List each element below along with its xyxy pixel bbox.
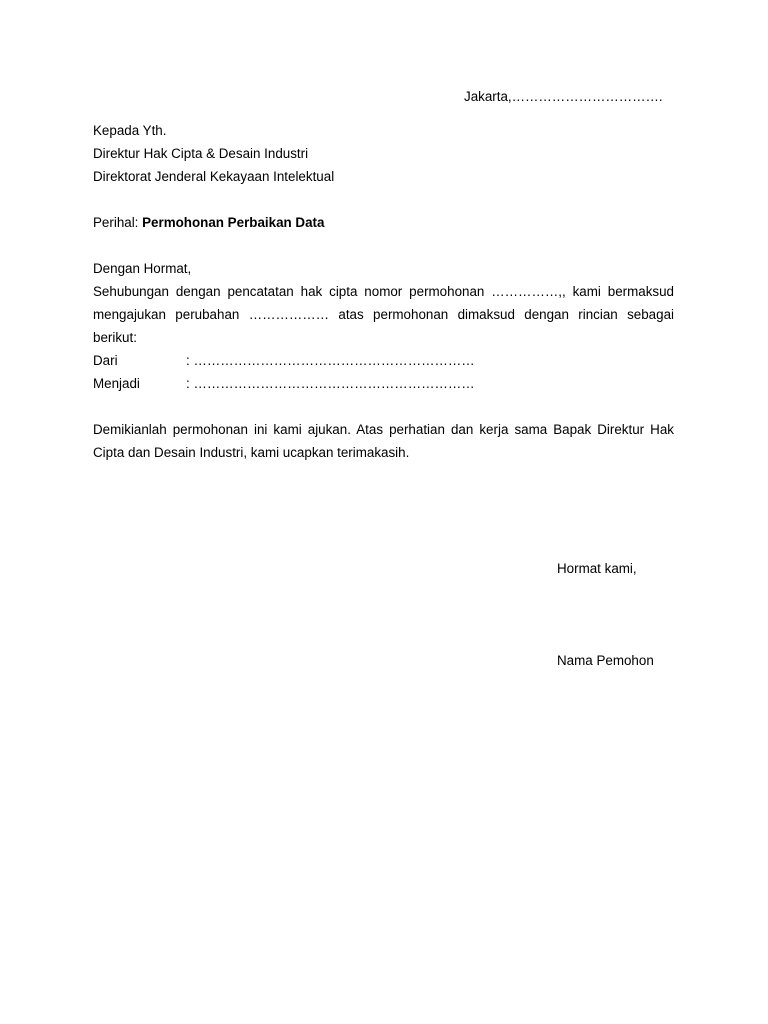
- subject-value: Permohonan Perbaikan Data: [142, 215, 325, 230]
- field-value-dari: : ………………………………………………………: [186, 353, 475, 368]
- signer-name: Nama Pemohon: [557, 653, 654, 668]
- body-paragraph-1: Sehubungan dengan pencatatan hak cipta nomor permohonan ……………,, kami bermaksud mengajukan perubahan ……………… atas permohonan dimaksud dengan rincian sebagai berikut:: [93, 284, 674, 345]
- recipient-line-2: Direktur Hak Cipta & Desain Industri: [93, 146, 309, 161]
- greeting: Dengan Hormat,: [93, 261, 192, 276]
- field-value-menjadi: : ………………………………………………………: [186, 376, 475, 391]
- closing: Hormat kami,: [557, 561, 637, 576]
- field-label-dari: Dari: [93, 353, 118, 368]
- field-row-menjadi: [93, 372, 475, 395]
- recipient-line-1: Kepada Yth.: [93, 123, 167, 138]
- place-date: Jakarta,…………………………….: [464, 89, 663, 104]
- subject-label: Perihal:: [93, 215, 143, 230]
- field-row-dari: [93, 349, 475, 372]
- field-label-menjadi: Menjadi: [93, 376, 140, 391]
- subject-line: [93, 211, 324, 234]
- recipient-line-3: Direktorat Jenderal Kekayaan Intelektual: [93, 169, 335, 184]
- body-paragraph-2: Demikianlah permohonan ini kami ajukan. Atas perhatian dan kerja sama Bapak Direktur Hak Cipta dan Desain Industri, kami ucapkan terimakasih.: [93, 422, 674, 460]
